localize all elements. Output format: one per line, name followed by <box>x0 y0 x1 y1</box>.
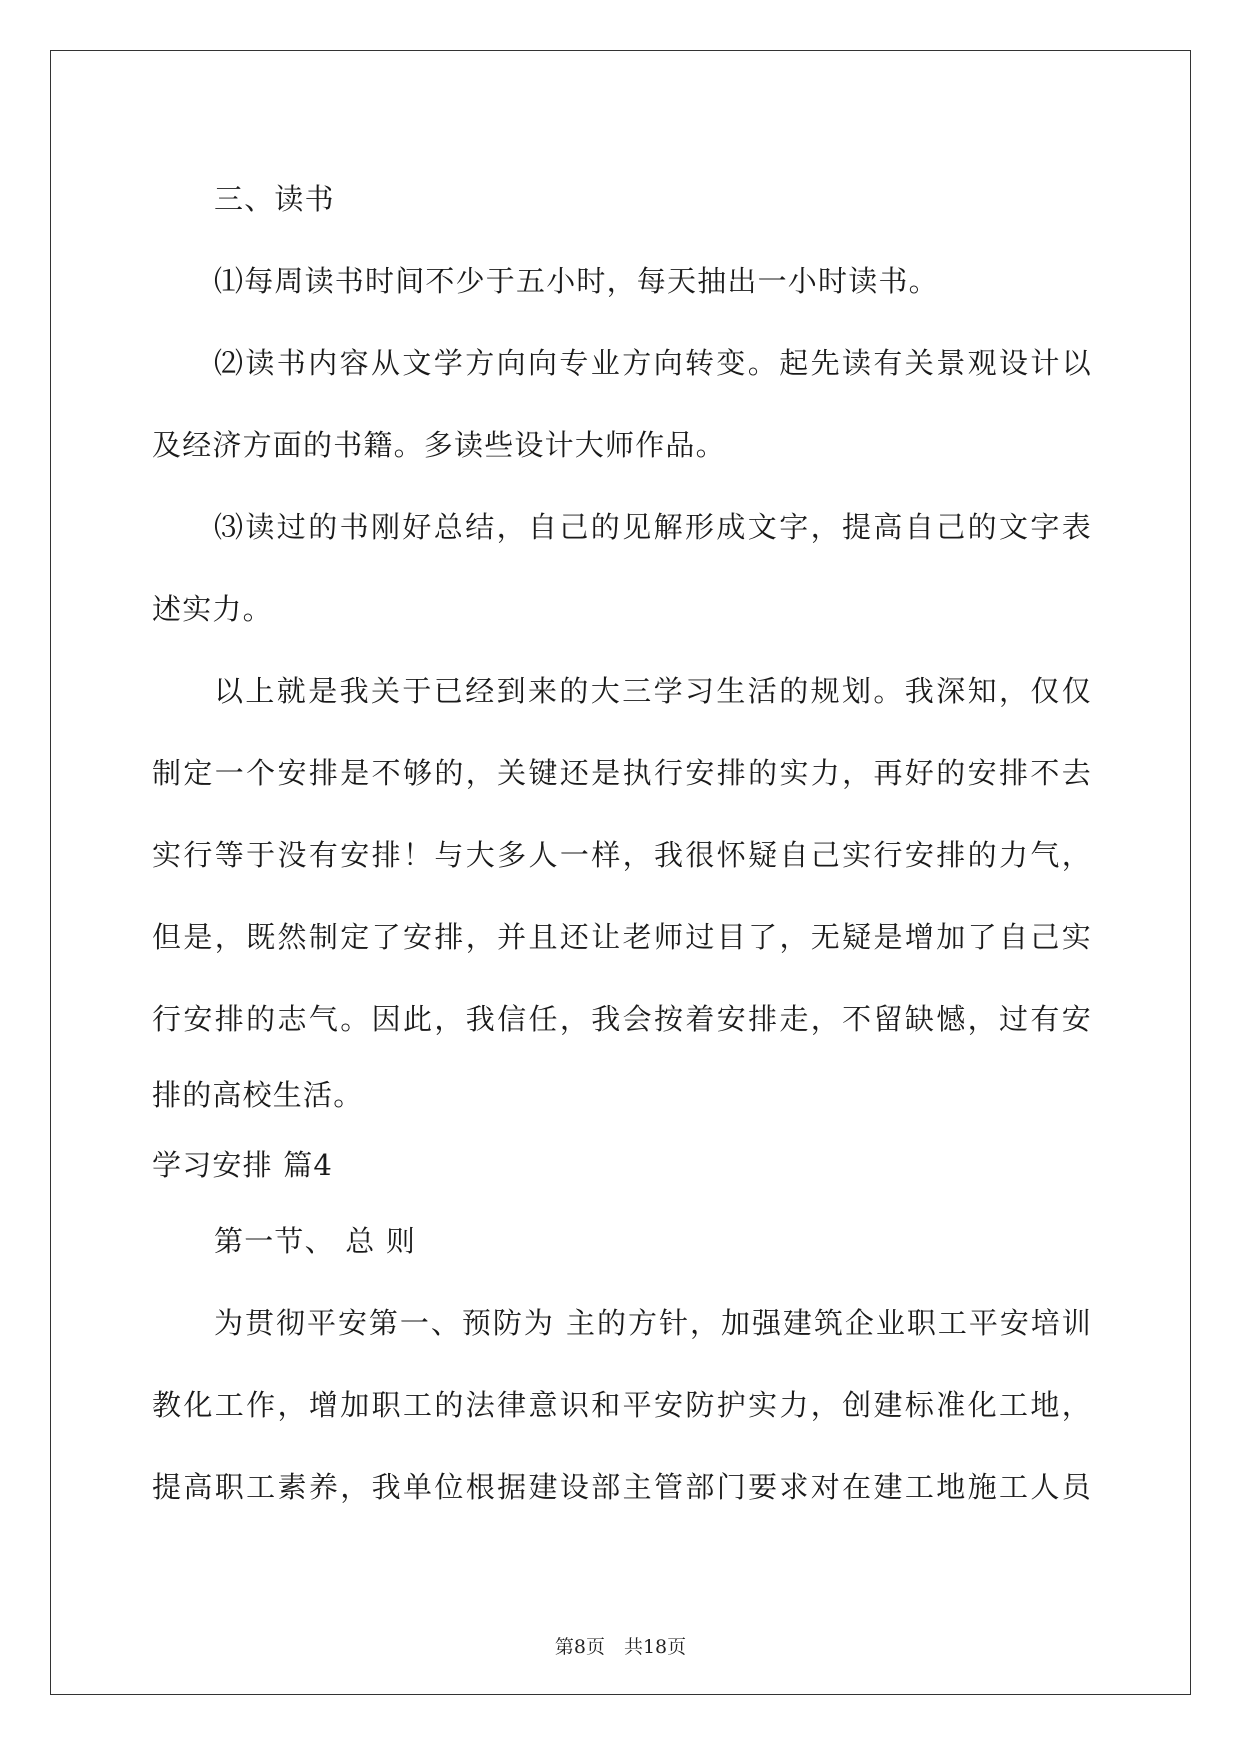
paragraph-line: 排的高校生活。 <box>152 1078 364 1112</box>
paragraph-line: 提高职工素养，我单位根据建设部主管部门要求对在建工地施工人员 <box>152 1470 1092 1504</box>
paragraph-line: ⑵读书内容从文学方向向专业方向转变。起先读有关景观设计以 <box>214 346 1092 380</box>
chapter-heading: 学习安排 篇4 <box>152 1148 334 1182</box>
document-body <box>152 158 1092 1528</box>
paragraph-line: 行安排的志气。因此，我信任，我会按着安排走，不留缺憾，过有安 <box>152 1002 1092 1036</box>
paragraph-line: 为贯彻平安第一、预防为 主的方针，加强建筑企业职工平安培训 <box>214 1306 1092 1340</box>
paragraph-line: 教化工作，增加职工的法律意识和平安防护实力，创建标准化工地， <box>152 1388 1092 1422</box>
paragraph-line: 实行等于没有安排！与大多人一样，我很怀疑自己实行安排的力气， <box>152 838 1092 872</box>
page-number-footer: 第8页 共18页 <box>554 1636 687 1658</box>
paragraph-line: 制定一个安排是不够的，关键还是执行安排的实力，再好的安排不去 <box>152 756 1092 790</box>
section-heading-reading: 三、读书 <box>214 182 335 216</box>
paragraph-line: ⑶读过的书刚好总结，自己的见解形成文字，提高自己的文字表 <box>214 510 1092 544</box>
paragraph-line: 及经济方面的书籍。多读些设计大师作品。 <box>152 428 726 462</box>
section-heading-general: 第一节、 总 则 <box>214 1224 417 1258</box>
paragraph-line: ⑴每周读书时间不少于五小时，每天抽出一小时读书。 <box>214 264 939 298</box>
paragraph-line: 述实力。 <box>152 592 273 626</box>
paragraph-line: 但是，既然制定了安排，并且还让老师过目了，无疑是增加了自己实 <box>152 920 1092 954</box>
paragraph-line: 以上就是我关于已经到来的大三学习生活的规划。我深知，仅仅 <box>214 674 1092 708</box>
